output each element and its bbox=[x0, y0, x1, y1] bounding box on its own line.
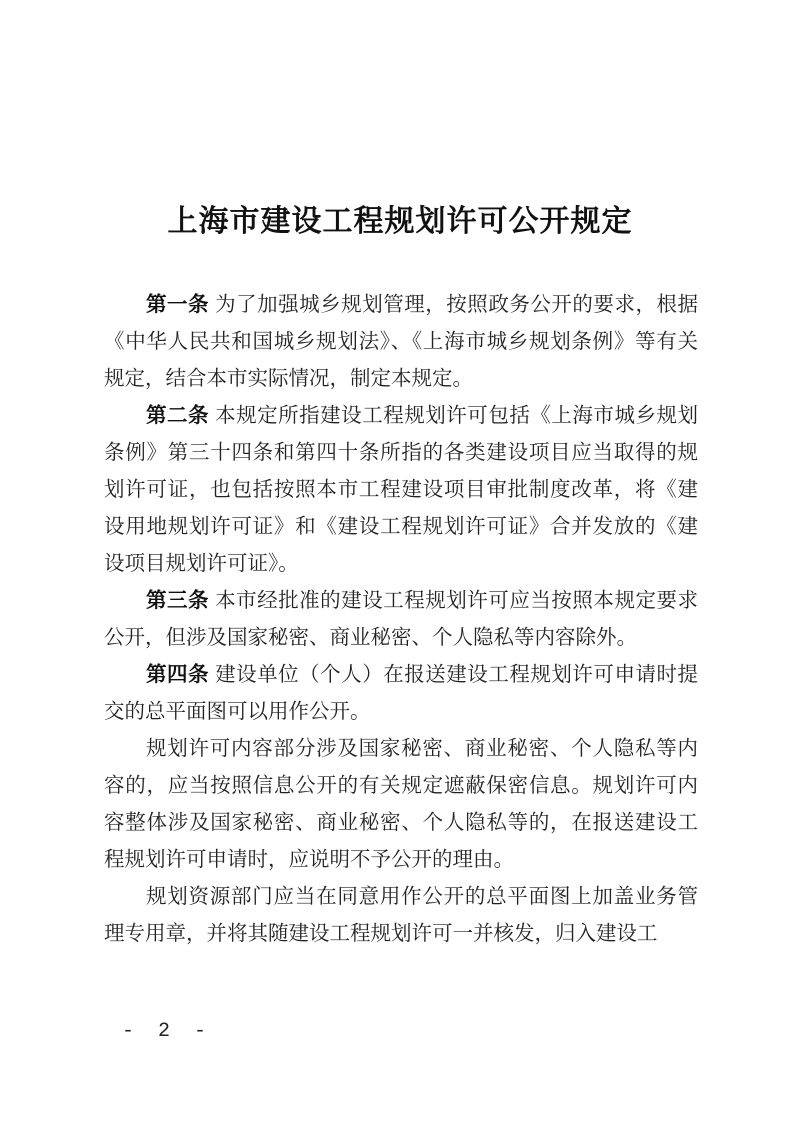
article-label: 第四条 bbox=[146, 662, 210, 686]
article-label: 第一条 bbox=[146, 292, 210, 316]
paragraph-text: 规划资源部门应当在同意用作公开的总平面图上加盖业务管理专用章，并将其随建设工程规划许可一并核发，归入建设工 bbox=[104, 884, 698, 945]
paragraph-article-3 bbox=[104, 582, 698, 656]
document-body bbox=[104, 286, 698, 952]
paragraph-article-1 bbox=[104, 286, 698, 397]
paragraph-article-2 bbox=[104, 397, 698, 582]
document-title: 上海市建设工程规划许可公开规定 bbox=[167, 204, 633, 239]
paragraph-article-4-part-2 bbox=[104, 730, 698, 878]
paragraph-text: 建设单位（个人）在报送建设工程规划许可申请时提交的总平面图可以用作公开。 bbox=[104, 662, 699, 723]
article-label: 第三条 bbox=[146, 588, 210, 612]
paragraph-text: 规划许可内容部分涉及国家秘密、商业秘密、个人隐私等内容的，应当按照信息公开的有关规定遮蔽保密信息。规划许可内容整体涉及国家秘密、商业秘密、个人隐私等的，在报送建设工程规划许可申请时，应说明不予公开的理由。 bbox=[104, 736, 698, 871]
paragraph-text: 本规定所指建设工程规划许可包括《上海市城乡规划条例》第三十四条和第四十条所指的各类建设项目应当取得的规划许可证，也包括按照本市工程建设项目审批制度改革，将《建设用地规划许可证》和《建设工程规划许可证》合并发放的《建设项目规划许可证》。 bbox=[104, 403, 699, 575]
paragraph-text: 本市经批准的建设工程规划许可应当按照本规定要求公开，但涉及国家秘密、商业秘密、个人隐私等内容除外。 bbox=[104, 588, 699, 649]
page-number: - 2 - bbox=[122, 1020, 213, 1043]
paragraph-text: 为了加强城乡规划管理，按照政务公开的要求，根据《中华人民共和国城乡规划法》、《上海市城乡规划条例》等有关规定，结合本市实际情况，制定本规定。 bbox=[104, 292, 699, 390]
paragraph-article-4 bbox=[104, 656, 698, 730]
paragraph-article-4-part-3 bbox=[104, 878, 698, 952]
article-label: 第二条 bbox=[146, 403, 210, 427]
